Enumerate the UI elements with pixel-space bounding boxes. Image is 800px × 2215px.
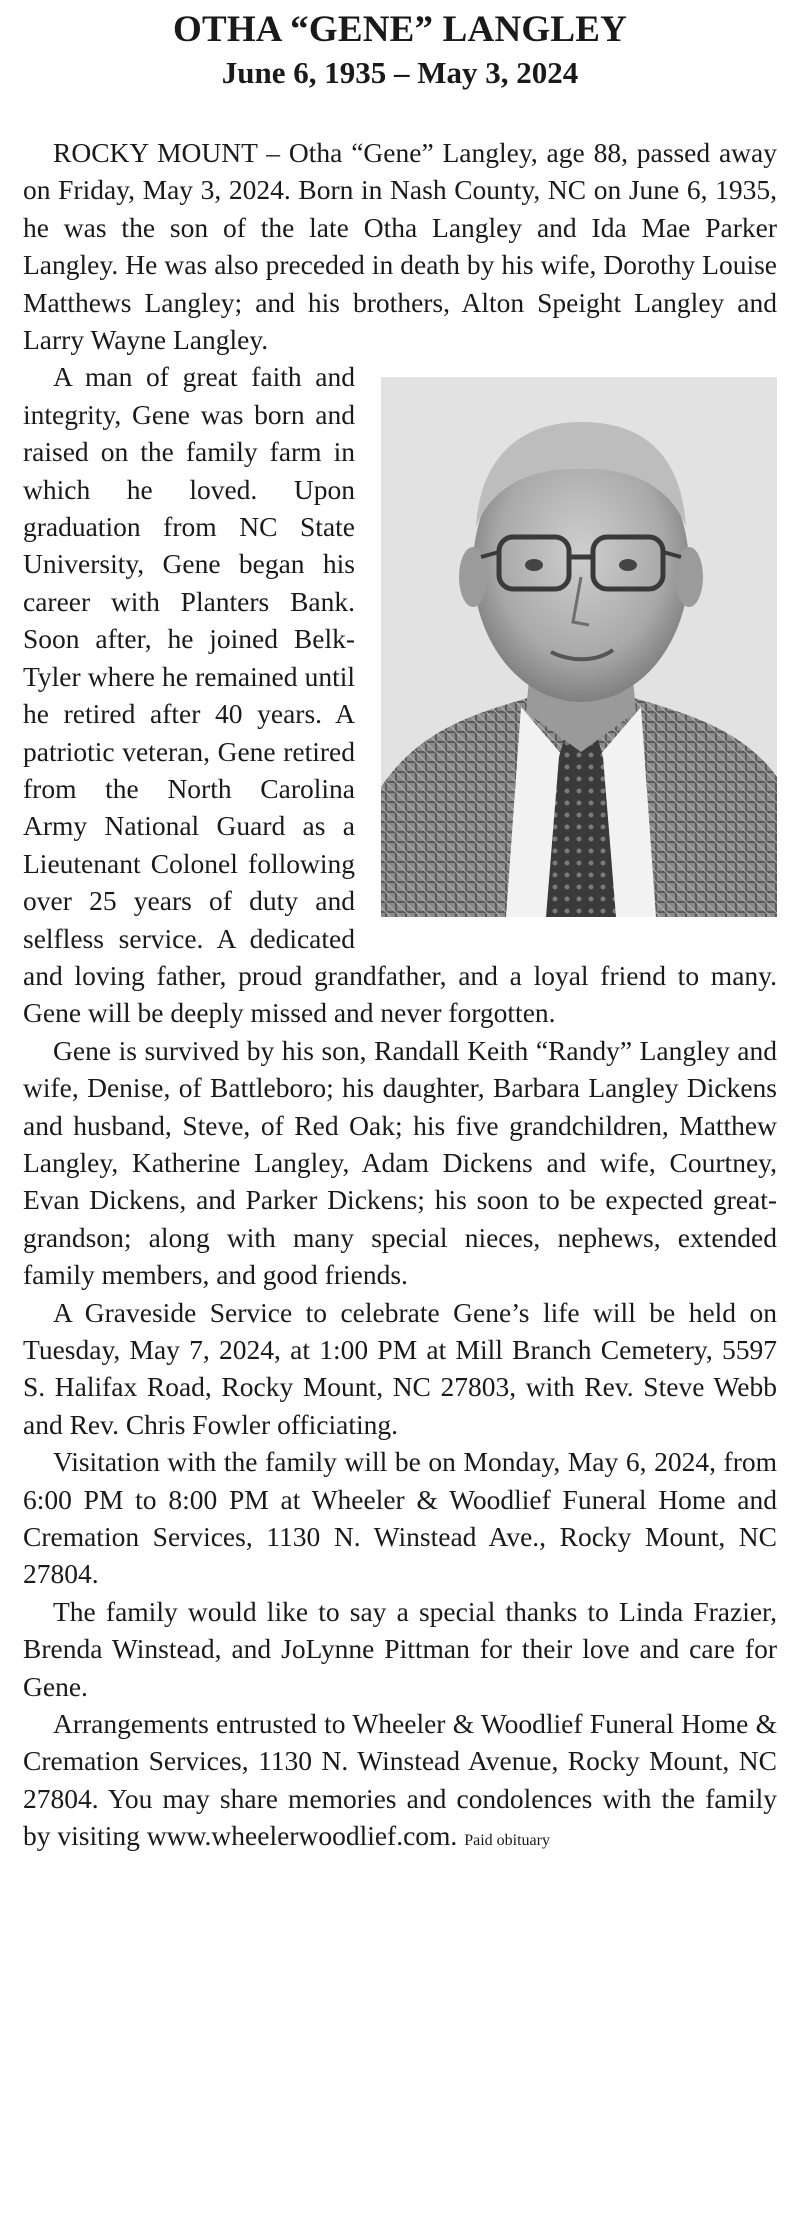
paragraph-intro: ROCKY MOUNT – Otha “Gene” Langley, age 88, passed away on Friday, May 3, 2024. Born in Nash County, NC on June 6, 1935, he was the son of the late Otha Langley and Ida Mae Parker Langley. He was also preceded in death by his wife, Dorothy Louise Matthews Langley; and his brothers, Alton Speight Langley and Larry Wayne Langley. xyxy=(23,137,777,356)
paragraph-graveside-service: A Graveside Service to celebrate Gene’s life will be held on Tuesday, May 7, 2024, at 1:00 PM at Mill Branch Cemetery, 5597 S. Halifax Road, Rocky Mount, NC 27803, with Rev. Steve Webb and Rev. Chris Fowler officiating. xyxy=(23,1296,777,1440)
paid-obituary-label: Paid obituary xyxy=(464,1832,550,1850)
paragraph-life: A man of great faith and integrity, Gene was born and raised on the family farm in which he loved. Upon graduation from NC State University, Gene began his career with Planters Bank. Soon after, he joined Belk-Tyler where he remained until he retired after 40 years. A patriotic veteran, Gene retired from the North Carolina Army National Guard as a Lieutenant Colonel following over 25 years of duty and selfless service. A dedicated and loving father, proud grandfather, and a loyal friend to many. Gene will be deeply missed and never forgotten. xyxy=(23,361,777,1029)
portrait-photo-icon xyxy=(381,377,777,917)
obituary-body xyxy=(23,134,777,1860)
paragraph-survivors: Gene is survived by his son, Randall Keith “Randy” Langley and wife, Denise, of Battleboro; his daughter, Barbara Langley Dickens and husband, Steve, of Red Oak; his five grandchildren, Matthew Langley, Katherine Langley, Adam Dickens and wife, Courtney, Evan Dickens, and Parker Dickens; his soon to be expected great-grandson; along with many special nieces, nephews, extended family members, and good friends. xyxy=(23,1034,777,1291)
paragraph-visitation: Visitation with the family will be on Monday, May 6, 2024, from 6:00 PM to 8:00 PM at Wheeler & Woodlief Funeral Home and Cremation Services, 1130 N. Winstead Ave., Rocky Mount, NC 27804. xyxy=(23,1446,777,1590)
paragraph-arrangements xyxy=(23,1705,777,1860)
portrait-photo xyxy=(381,377,777,917)
arrangements-text: Arrangements entrusted to Wheeler & Woodlief Funeral Home & Cremation Services, 1130 N. Winstead Avenue, Rocky Mount, NC 27804. You may share memories and condolences with the family by visiting www.wheelerwoodlief.com. xyxy=(23,1708,777,1852)
paragraph-thanks: The family would like to say a special thanks to Linda Frazier, Brenda Winstead, and JoLynne Pittman for their love and care for Gene. xyxy=(23,1595,777,1702)
deceased-name: OTHA “GENE” LANGLEY xyxy=(172,9,628,50)
life-dates: June 6, 1935 – May 3, 2024 xyxy=(221,55,579,90)
obituary-header xyxy=(23,0,777,92)
